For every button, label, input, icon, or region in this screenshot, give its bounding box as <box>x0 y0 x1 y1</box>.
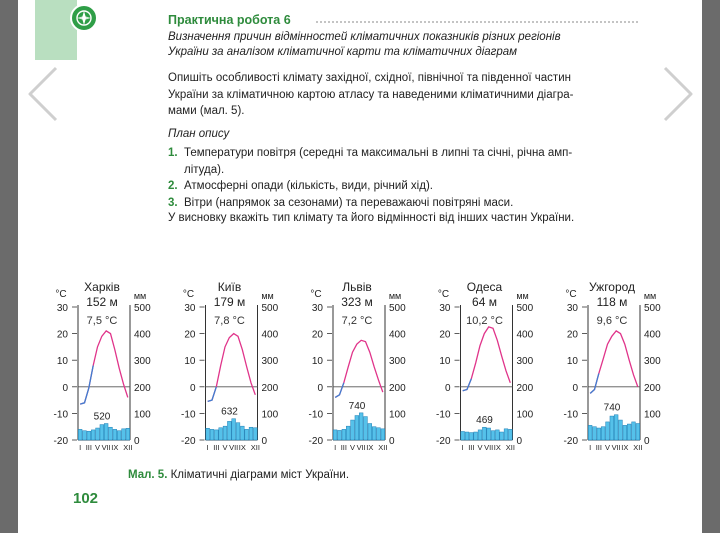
precipitation-bar <box>249 427 253 440</box>
temperature-tick-label: 10 <box>439 356 451 368</box>
precipitation-bar <box>368 424 372 440</box>
precipitation-bar <box>491 431 495 440</box>
precipitation-tick-label: 400 <box>644 329 661 341</box>
precipitation-tick-label: 400 <box>516 329 534 341</box>
temperature-tick-label: -10 <box>563 409 578 421</box>
precipitation-tick-label: 400 <box>134 329 151 341</box>
temperature-curve-cold <box>590 374 599 394</box>
city-name: Харків <box>84 280 120 294</box>
precipitation-tick-label: 300 <box>134 356 151 368</box>
precipitation-bar <box>381 429 385 440</box>
month-tick-label: III <box>595 443 602 452</box>
city-name: Львів <box>342 280 372 294</box>
month-tick-label: V <box>604 443 611 452</box>
temperature-curve-cold <box>80 366 93 405</box>
plan-item-line: Температури повітря (середні та максимальні в липні та січні, річна амп- <box>184 147 573 159</box>
precipitation-bar <box>236 423 240 440</box>
city-name: Одеса <box>466 280 503 294</box>
temperature-tick-label: 30 <box>566 303 578 314</box>
plan-item-number: 3. <box>168 196 178 209</box>
precipitation-tick-label: 0 <box>134 436 140 447</box>
month-tick-label: V <box>222 443 228 452</box>
temperature-tick-label: -20 <box>53 436 68 447</box>
precipitation-bar <box>614 415 618 440</box>
precipitation-tick-label: 500 <box>516 303 534 314</box>
precipitation-bar <box>240 426 244 440</box>
precipitation-tick-label: 0 <box>389 436 395 447</box>
temperature-tick-label: 30 <box>56 303 68 314</box>
temperature-tick-label: 10 <box>311 356 323 368</box>
precipitation-bar <box>606 422 610 440</box>
plan-conclusion: У висновку вкажіть тип клімату та його відмінності від інших частин України. <box>168 212 575 224</box>
precipitation-axis-label: мм <box>516 291 529 301</box>
precipitation-tick-label: 0 <box>261 436 268 447</box>
subtitle-line: Визначення причин відмінностей кліматичних показників різних регіонів <box>168 31 561 43</box>
figure-caption-label: Мал. 5. <box>128 469 168 481</box>
temperature-curve-cold <box>335 383 344 398</box>
precipitation-tick-label: 200 <box>261 382 279 394</box>
month-tick-label: IX <box>621 443 629 452</box>
precipitation-bar <box>351 420 355 440</box>
month-tick-label: VII <box>611 443 621 452</box>
month-tick-label: IX <box>111 443 119 452</box>
month-tick-label: VII <box>229 443 239 452</box>
temperature-tick-label: 0 <box>317 382 323 394</box>
month-tick-label: I <box>206 443 209 452</box>
month-tick-label: IX <box>366 443 374 452</box>
precipitation-bar <box>372 427 376 440</box>
precipitation-bar <box>206 428 210 440</box>
month-tick-label: I <box>334 443 337 452</box>
precipitation-axis-label: мм <box>261 291 274 301</box>
month-tick-label: III <box>213 443 220 452</box>
month-tick-label: I <box>461 443 464 452</box>
precipitation-bar <box>122 429 126 440</box>
temperature-tick-label: 0 <box>444 382 451 394</box>
city-mean-temperature: 9,6 °C <box>596 315 628 327</box>
month-tick-label: V <box>349 443 356 452</box>
precipitation-bar <box>597 428 601 440</box>
precipitation-bar <box>632 422 636 440</box>
month-tick-label: IX <box>493 443 501 452</box>
month-tick-label: VII <box>356 443 366 452</box>
annual-precipitation-label: 740 <box>348 400 366 412</box>
precipitation-bar <box>109 427 113 440</box>
precipitation-bar <box>377 428 381 440</box>
precipitation-bar <box>113 429 117 440</box>
month-tick-label: VII <box>101 443 111 452</box>
plan-item-line: літуда). <box>184 163 225 176</box>
precipitation-tick-label: 500 <box>644 303 661 314</box>
precipitation-bar <box>623 425 627 440</box>
temperature-curve <box>335 340 383 397</box>
precipitation-tick-label: 300 <box>389 356 406 368</box>
precipitation-tick-label: 400 <box>389 329 406 341</box>
precipitation-tick-label: 200 <box>389 382 406 394</box>
temperature-axis-label: °C <box>565 289 577 300</box>
temperature-tick-label: 10 <box>56 356 68 368</box>
plan-item-number: 2. <box>168 180 178 192</box>
precipitation-bar <box>245 429 249 440</box>
precipitation-bar <box>346 426 350 440</box>
annual-precipitation-label: 632 <box>221 406 238 418</box>
precipitation-bar <box>478 430 482 440</box>
precipitation-bar <box>342 429 346 440</box>
precipitation-tick-label: 500 <box>261 303 279 314</box>
precipitation-bar <box>214 430 218 440</box>
temperature-tick-label: 0 <box>572 382 578 394</box>
precipitation-bar <box>100 425 104 440</box>
precipitation-bar <box>223 426 227 440</box>
precipitation-bar <box>91 430 95 440</box>
precipitation-bar <box>210 429 214 440</box>
temperature-tick-label: 30 <box>184 303 196 314</box>
temperature-tick-label: 20 <box>439 329 451 341</box>
precipitation-tick-label: 100 <box>134 409 151 421</box>
temperature-tick-label: -10 <box>181 409 196 421</box>
precipitation-bar <box>487 428 491 440</box>
precipitation-tick-label: 100 <box>516 409 534 421</box>
temperature-axis-label: °C <box>55 289 67 300</box>
city-elevation: 152 м <box>86 295 118 309</box>
precipitation-bar <box>636 424 640 440</box>
task-line: мами (мал. 5). <box>168 105 245 117</box>
precipitation-bar <box>333 430 337 440</box>
precipitation-tick-label: 300 <box>644 356 661 368</box>
practical-work-title: Практична робота 6 <box>168 13 291 27</box>
temperature-tick-label: -20 <box>563 436 578 447</box>
precipitation-bar <box>227 421 231 440</box>
precipitation-tick-label: 200 <box>516 382 534 394</box>
temperature-axis-label: °C <box>437 289 450 300</box>
temperature-curve-cold <box>208 387 217 402</box>
precipitation-bar <box>500 432 504 440</box>
precipitation-bar <box>83 431 87 440</box>
precipitation-bar <box>627 424 631 440</box>
precipitation-axis-label: мм <box>643 291 657 301</box>
temperature-tick-label: 30 <box>439 303 451 314</box>
precipitation-bar <box>253 428 257 440</box>
city-mean-temperature: 7,8 °C <box>214 315 245 327</box>
month-tick-label: IX <box>238 443 246 452</box>
precipitation-bar <box>474 432 478 440</box>
precipitation-bar <box>126 428 130 440</box>
precipitation-bar <box>355 416 359 440</box>
temperature-curve <box>590 331 638 394</box>
temperature-tick-label: 0 <box>189 382 196 394</box>
precipitation-bar <box>504 429 508 440</box>
temperature-tick-label: -20 <box>308 436 323 447</box>
temperature-tick-label: 10 <box>566 356 578 368</box>
temperature-tick-label: -10 <box>308 409 323 421</box>
precipitation-bar <box>508 429 512 440</box>
precipitation-axis-label: мм <box>133 291 147 301</box>
precipitation-bar <box>359 413 363 440</box>
city-elevation: 64 м <box>472 295 497 309</box>
precipitation-bar <box>482 427 486 440</box>
month-tick-label: XII <box>123 443 133 452</box>
plan-item-line: Атмосферні опади (кількість, види, річний хід). <box>184 180 433 192</box>
temperature-axis-label: °C <box>310 289 322 300</box>
precipitation-bar <box>610 416 614 440</box>
month-tick-label: I <box>79 443 82 452</box>
temperature-tick-label: -10 <box>53 409 68 421</box>
city-mean-temperature: 10,2 °C <box>466 315 503 327</box>
precipitation-tick-label: 100 <box>389 409 406 421</box>
precipitation-bar <box>338 430 342 440</box>
precipitation-tick-label: 500 <box>134 303 151 314</box>
month-tick-label: III <box>340 443 347 452</box>
precipitation-tick-label: 0 <box>516 436 523 447</box>
month-tick-label: I <box>589 443 592 452</box>
city-mean-temperature: 7,2 °C <box>341 315 373 327</box>
temperature-tick-label: 20 <box>184 329 196 341</box>
precipitation-tick-label: 0 <box>644 436 650 447</box>
precipitation-bar <box>219 428 223 440</box>
precipitation-bar <box>117 431 121 440</box>
plan-title: План опису <box>168 128 230 140</box>
month-tick-label: V <box>94 443 101 452</box>
precipitation-tick-label: 100 <box>261 409 279 421</box>
temperature-tick-label: -10 <box>436 409 451 421</box>
month-tick-label: XII <box>378 443 388 452</box>
temperature-tick-label: 30 <box>311 303 323 314</box>
city-name: Київ <box>217 280 242 294</box>
precipitation-bar <box>588 425 592 440</box>
temperature-axis-label: °C <box>182 289 195 300</box>
city-elevation: 118 м <box>596 295 628 309</box>
precipitation-bar <box>601 427 605 440</box>
temperature-tick-label: 20 <box>311 329 323 341</box>
annual-precipitation-label: 469 <box>476 415 493 427</box>
temperature-tick-label: 20 <box>56 329 68 341</box>
precipitation-tick-label: 400 <box>261 329 279 341</box>
temperature-tick-label: 20 <box>566 329 578 341</box>
city-mean-temperature: 7,5 °C <box>86 315 118 327</box>
month-tick-label: III <box>468 443 475 452</box>
plan-item-line: Вітри (напрямок за сезонами) та переважаючі повітряні маси. <box>184 196 514 209</box>
month-tick-label: V <box>477 443 483 452</box>
month-tick-label: XII <box>505 443 515 452</box>
city-elevation: 323 м <box>341 295 373 309</box>
temperature-tick-label: 0 <box>62 382 68 394</box>
month-tick-label: III <box>85 443 92 452</box>
precipitation-bar <box>461 431 465 440</box>
figure-caption <box>128 469 349 481</box>
precipitation-bar <box>495 430 499 440</box>
page-number: 102 <box>73 490 99 507</box>
precipitation-bar <box>232 419 236 440</box>
precipitation-axis-label: мм <box>388 291 402 301</box>
precipitation-bar <box>593 427 597 440</box>
precipitation-tick-label: 300 <box>516 356 534 368</box>
temperature-tick-label: -20 <box>181 436 196 447</box>
temperature-tick-label: -20 <box>436 436 451 447</box>
precipitation-bar <box>87 431 91 440</box>
precipitation-tick-label: 200 <box>134 382 151 394</box>
precipitation-bar <box>469 433 473 440</box>
temperature-curve-cold <box>463 379 472 391</box>
precipitation-tick-label: 100 <box>644 409 661 421</box>
task-line: України за кліматичною картою атласу та наведеними кліматичними діагра- <box>168 88 574 101</box>
precipitation-tick-label: 200 <box>644 382 661 394</box>
month-tick-label: XII <box>633 443 643 452</box>
month-tick-label: XII <box>250 443 260 452</box>
annual-precipitation-label: 520 <box>93 411 111 423</box>
precipitation-tick-label: 500 <box>389 303 406 314</box>
precipitation-bar <box>78 429 82 440</box>
precipitation-bar <box>465 432 469 440</box>
precipitation-bar <box>619 420 623 440</box>
figure-caption-text: Кліматичні діаграми міст України. <box>170 469 350 481</box>
task-line: Опишіть особливості клімату західної, східної, північної та південної частин <box>168 72 571 84</box>
annual-precipitation-label: 740 <box>603 402 621 414</box>
precipitation-bar <box>364 417 368 440</box>
precipitation-bar <box>96 428 100 440</box>
precipitation-tick-label: 300 <box>261 356 279 368</box>
month-tick-label: VII <box>484 443 494 452</box>
plan-item-number: 1. <box>168 147 178 159</box>
city-elevation: 179 м <box>213 295 246 309</box>
subtitle-line: України за аналізом кліматичної карти та кліматичних діаграм <box>168 46 518 58</box>
precipitation-bar <box>104 424 108 440</box>
city-name: Ужгород <box>588 280 636 294</box>
temperature-tick-label: 10 <box>184 356 196 368</box>
